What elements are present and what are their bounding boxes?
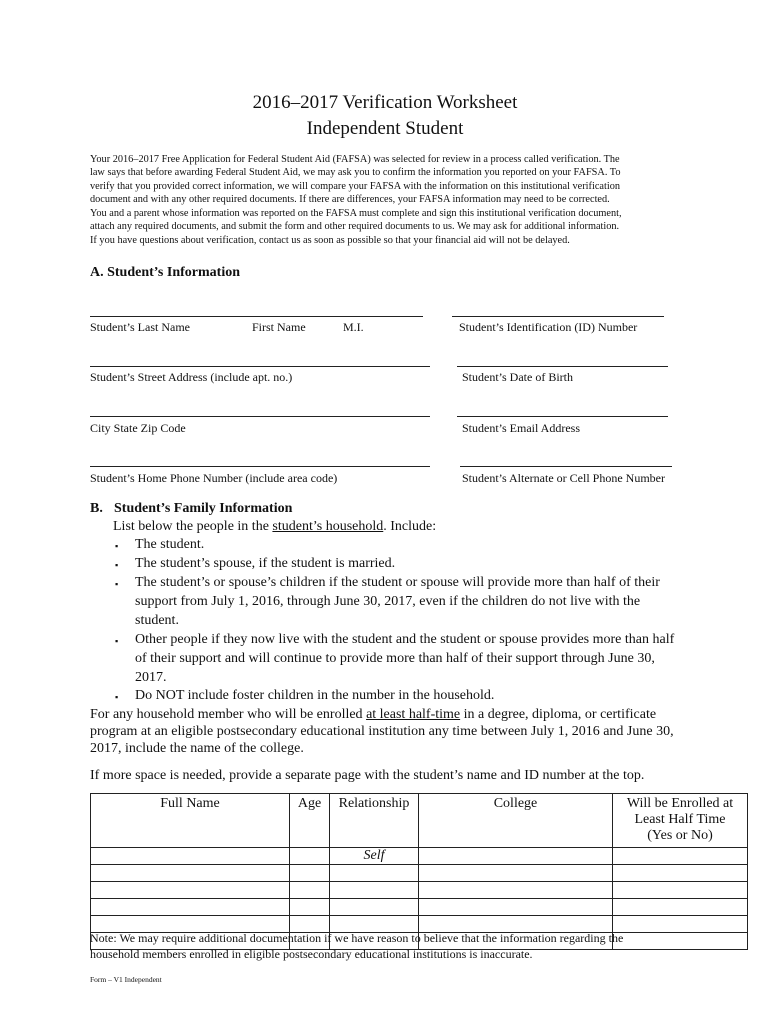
cell-relationship[interactable]	[330, 916, 419, 933]
enrollment-instruction-line	[90, 707, 656, 723]
note-line: Note: We may require additional documentation if we have reason to believe that the information regarding the	[90, 931, 624, 945]
cell-relationship[interactable]	[330, 899, 419, 916]
cell-college[interactable]	[419, 882, 613, 899]
list-intro-text-end: . Include:	[383, 519, 437, 534]
student-id-field[interactable]	[452, 316, 664, 317]
cell-enrolled[interactable]	[613, 882, 748, 899]
first-name-label: First Name	[252, 320, 306, 334]
bullet-children-line: support from July 1, 2016, through June 30, 2017, even if the children do not live with the	[135, 594, 641, 609]
intro-line: attach any required documents, and submit the form and other required documents to us. We may ask for additional information.	[90, 221, 620, 233]
cell-relationship-self: Self	[330, 848, 419, 865]
cell-relationship[interactable]	[330, 882, 419, 899]
section-b-heading	[90, 501, 292, 517]
cell-full-name[interactable]	[91, 916, 290, 933]
bullet-icon: ▪	[115, 692, 119, 702]
page-subtitle: Independent Student	[306, 118, 464, 139]
bullet-children-line: The student’s or spouse’s children if the student or spouse will provide more than half of their	[135, 575, 660, 590]
bullet-spouse: The student’s spouse, if the student is married.	[135, 556, 396, 571]
note-line: household members enrolled in eligible postsecondary educational institutions is inaccurate.	[90, 946, 533, 961]
col-enrolled-line: Least Half Time	[634, 812, 726, 827]
col-age: Age	[290, 794, 330, 848]
col-relationship: Relationship	[330, 794, 419, 848]
bullet-icon: ▪	[115, 541, 119, 551]
section-b-title: Student’s Family Information	[114, 501, 293, 516]
bullet-children-line: student.	[135, 613, 179, 628]
page-title: 2016–2017 Verification Worksheet	[252, 92, 518, 113]
table-row	[91, 882, 748, 899]
table-row	[91, 865, 748, 882]
form-footer: Form – V1 Independent	[90, 975, 162, 984]
col-full-name: Full Name	[91, 794, 290, 848]
cell-age[interactable]	[290, 882, 330, 899]
cell-relationship[interactable]	[330, 865, 419, 882]
enrollment-instruction-line: 2017, include the name of the college.	[90, 741, 304, 756]
bullet-student: The student.	[135, 537, 205, 552]
cell-enrolled[interactable]	[613, 916, 748, 933]
city-state-zip-label: City State Zip Code	[90, 421, 186, 435]
bullet-icon: ▪	[115, 579, 119, 589]
bullet-other-people-line: Other people if they now live with the student and the student or spouse provides more than half	[135, 632, 675, 647]
intro-paragraph	[90, 153, 690, 247]
table-row	[91, 848, 748, 865]
dob-label: Student’s Date of Birth	[462, 370, 573, 384]
cell-age[interactable]	[290, 916, 330, 933]
cell-college[interactable]	[419, 865, 613, 882]
home-phone-label: Student’s Home Phone Number (include area code)	[90, 471, 338, 485]
home-phone-field[interactable]	[90, 466, 430, 467]
table-header-row	[91, 794, 748, 848]
col-enrolled	[613, 794, 748, 848]
cell-age[interactable]	[290, 899, 330, 916]
intro-line: Your 2016–2017 Free Application for Federal Student Aid (FAFSA) was selected for review in a process called verification. The	[90, 154, 620, 165]
cell-full-name[interactable]	[91, 882, 290, 899]
intro-line: document and with any other required documents. If there are differences, your FAFSA information may need to be corrected.	[90, 194, 610, 206]
cell-full-name[interactable]	[91, 848, 290, 865]
enrollment-instruction-line: program at an eligible postsecondary educational institution any time between July 1, 2016 and June 30,	[90, 724, 674, 739]
cell-college[interactable]	[419, 916, 613, 933]
table-row	[91, 916, 748, 933]
enroll-text-end: in a degree, diploma, or certificate	[460, 707, 657, 722]
bullet-other-people-line: of their support and will continue to provide more than half of their support through June 30,	[135, 651, 655, 666]
intro-line: law says that before awarding Federal Student Aid, we may ask you to confirm the information you reported on your FAFSA. To	[90, 167, 621, 179]
documentation-note	[90, 931, 730, 962]
bullet-icon: ▪	[115, 636, 119, 646]
cell-phone-field[interactable]	[460, 466, 672, 467]
col-enrolled-line: (Yes or No)	[647, 828, 713, 843]
bullet-icon: ▪	[115, 560, 119, 570]
city-state-zip-field[interactable]	[90, 416, 430, 417]
intro-line: You and a parent whose information was reported on the FAFSA must complete and sign this institutional verification document,	[90, 207, 622, 219]
cell-age[interactable]	[290, 848, 330, 865]
col-enrolled-line: Will be Enrolled at	[626, 796, 734, 811]
email-field[interactable]	[457, 416, 668, 417]
cell-enrolled[interactable]	[613, 865, 748, 882]
half-time-term: at least half-time	[366, 707, 461, 722]
cell-phone-label: Student’s Alternate or Cell Phone Number	[462, 471, 665, 485]
intro-line: verify that you provided correct information, we will compare your FAFSA with the information on this institutional verification	[90, 180, 620, 192]
bullet-foster-children: Do NOT include foster children in the number in the household.	[135, 688, 495, 703]
street-address-field[interactable]	[90, 366, 430, 367]
cell-college[interactable]	[419, 899, 613, 916]
dob-field[interactable]	[457, 366, 668, 367]
cell-full-name[interactable]	[91, 899, 290, 916]
col-college: College	[419, 794, 613, 848]
list-intro-text: List below the people in the	[113, 519, 273, 534]
cell-age[interactable]	[290, 865, 330, 882]
mi-label: M.I.	[343, 320, 364, 334]
street-address-label: Student’s Street Address (include apt. no.)	[90, 370, 293, 384]
student-name-field[interactable]	[90, 316, 423, 317]
section-a-heading: A. Student’s Information	[90, 265, 240, 280]
more-space-instruction: If more space is needed, provide a separate page with the student’s name and ID number at the top.	[90, 768, 645, 783]
cell-college[interactable]	[419, 848, 613, 865]
bullet-other-people-line: 2017.	[135, 670, 167, 685]
student-id-label: Student’s Identification (ID) Number	[459, 320, 638, 334]
enroll-text: For any household member who will be enrolled	[90, 707, 367, 722]
table-row	[91, 899, 748, 916]
household-table	[90, 793, 748, 950]
section-b-letter: B.	[90, 501, 103, 516]
students-household-term: student’s household	[272, 519, 384, 534]
last-name-label: Student’s Last Name	[90, 320, 190, 334]
intro-line: If you have questions about verification, contact us as soon as possible so that your financial aid will not be delayed.	[90, 234, 570, 246]
household-list-intro	[113, 519, 436, 535]
cell-enrolled[interactable]	[613, 848, 748, 865]
cell-full-name[interactable]	[91, 865, 290, 882]
cell-enrolled[interactable]	[613, 899, 748, 916]
email-label: Student’s Email Address	[462, 421, 580, 435]
